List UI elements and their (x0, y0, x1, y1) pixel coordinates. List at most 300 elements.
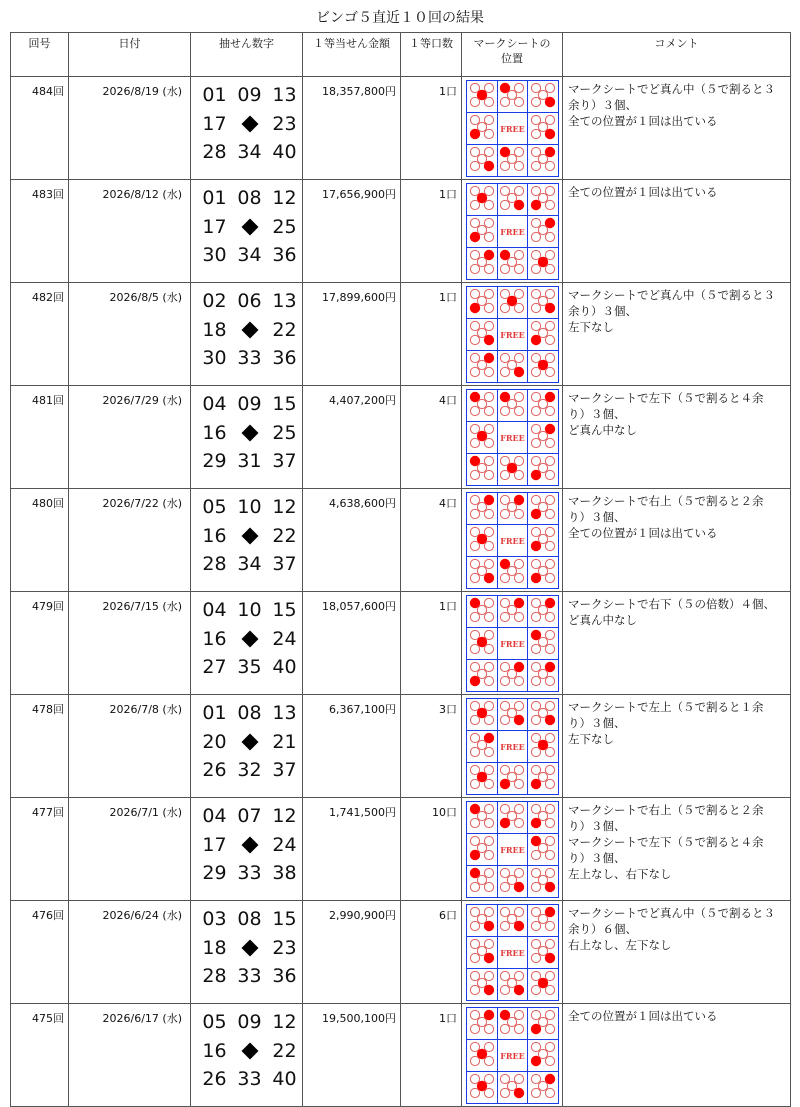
mark-circles-icon (498, 184, 526, 212)
first-prize-count: 1口 (401, 592, 462, 695)
comment (563, 489, 791, 592)
first-prize-amount: 17,656,900円 (303, 180, 401, 283)
comment (563, 283, 791, 386)
sheet-cell (467, 1072, 498, 1104)
drawn-number: 08 (237, 908, 262, 931)
mark-sheet (466, 595, 559, 692)
drawn-number: 33 (237, 347, 262, 370)
comment (563, 695, 791, 798)
mark-circles-icon (468, 81, 496, 109)
sheet-cell (528, 866, 559, 898)
mark-circles-icon (529, 969, 557, 997)
mark-circles-icon (468, 390, 496, 418)
comment-line: 余り）３個、 (568, 304, 637, 318)
sheet-cell (528, 287, 559, 319)
comment-line: 全ての位置が１回は出ている (568, 526, 718, 540)
first-prize-count: 1口 (401, 1004, 462, 1107)
drawn-number: 17 (202, 112, 227, 135)
drawn-number: 40 (272, 1068, 297, 1091)
draw-number: 483回 (11, 180, 69, 283)
mark-circles-icon (498, 969, 526, 997)
mark-circles-icon (529, 1040, 557, 1068)
drawn-number: 30 (202, 347, 227, 370)
sheet-cell (528, 1040, 559, 1072)
draw-number: 480回 (11, 489, 69, 592)
mark-circles-icon (498, 351, 526, 379)
free-label: FREE (500, 845, 525, 855)
free-label: FREE (500, 433, 525, 443)
sheet-cell (467, 1008, 498, 1040)
draw-date: 2026/7/29 (水) (69, 386, 191, 489)
header-position-line1: マークシートの (473, 37, 551, 50)
sheet-cell (467, 287, 498, 319)
drawn-number: 40 (272, 656, 297, 679)
mark-sheet (466, 904, 559, 1001)
drawn-number: 23 (272, 112, 297, 135)
diamond-icon (241, 218, 258, 235)
comment-line: マークシートでど真ん中（５で割ると３ (568, 906, 775, 920)
sheet-cell (528, 390, 559, 422)
first-prize-count: 4口 (401, 386, 462, 489)
winning-numbers (191, 695, 303, 798)
mark-circles-icon (468, 113, 496, 141)
mark-circles-icon (529, 834, 557, 862)
mark-sheet-position (462, 386, 563, 489)
draw-date: 2026/8/19 (水) (69, 77, 191, 180)
mark-circles-icon (529, 699, 557, 727)
drawn-number: 09 (237, 393, 262, 416)
mark-circles-icon (529, 145, 557, 173)
sheet-cell (528, 319, 559, 351)
sheet-cell (497, 248, 528, 280)
comment-line: 余り）３個、 (568, 98, 637, 112)
drawn-number: 06 (237, 290, 262, 313)
sheet-cell (528, 113, 559, 145)
mark-circles-icon (529, 866, 557, 894)
sheet-cell (467, 454, 498, 486)
mark-circles-icon (498, 763, 526, 791)
sheet-cell (528, 834, 559, 866)
mark-sheet (466, 492, 559, 589)
mark-sheet-position (462, 592, 563, 695)
comment-line: 全ての位置が１回は出ている (568, 114, 718, 128)
comment-line: 余り）６個、 (568, 922, 637, 936)
drawn-number: 25 (272, 421, 297, 444)
comment-line: マークシートでど真ん中（５で割ると３ (568, 288, 775, 302)
mark-circles-icon (468, 525, 496, 553)
drawn-number: 22 (272, 524, 297, 547)
free-label: FREE (500, 742, 525, 752)
drawn-number: 10 (237, 496, 262, 519)
sheet-cell (528, 351, 559, 383)
drawn-number: 33 (237, 862, 262, 885)
winning-numbers (191, 386, 303, 489)
comment-line: 右上なし、左下なし (568, 938, 672, 952)
diamond-icon (241, 939, 258, 956)
draw-number: 476回 (11, 901, 69, 1004)
mark-sheet-position (462, 283, 563, 386)
first-prize-amount: 19,500,100円 (303, 1004, 401, 1107)
draw-date: 2026/8/12 (水) (69, 180, 191, 283)
drawn-number: 05 (202, 1011, 227, 1034)
comment-line: り）３個、 (568, 851, 626, 865)
mark-circles-icon (468, 969, 496, 997)
mark-circles-icon (468, 557, 496, 585)
mark-circles-icon (529, 763, 557, 791)
drawn-number: 15 (272, 908, 297, 931)
comment-line: 全ての位置が１回は出ている (568, 1009, 718, 1023)
mark-circles-icon (529, 319, 557, 347)
first-prize-count: 1口 (401, 283, 462, 386)
draw-date: 2026/6/24 (水) (69, 901, 191, 1004)
mark-circles-icon (468, 1008, 496, 1036)
draw-date: 2026/7/15 (水) (69, 592, 191, 695)
drawn-number: 09 (237, 84, 262, 107)
drawn-number: 35 (237, 656, 262, 679)
draw-number: 481回 (11, 386, 69, 489)
drawn-number: 38 (272, 862, 297, 885)
first-prize-count: 4口 (401, 489, 462, 592)
sheet-cell (467, 937, 498, 969)
comment (563, 77, 791, 180)
mark-sheet (466, 801, 559, 898)
sheet-cell (528, 454, 559, 486)
mark-circles-icon (529, 351, 557, 379)
drawn-number: 37 (272, 553, 297, 576)
mark-sheet-position (462, 695, 563, 798)
comment-line: り）３個、 (568, 407, 626, 421)
mark-circles-icon (498, 390, 526, 418)
header-no: 回号 (11, 33, 69, 77)
mark-circles-icon (498, 866, 526, 894)
table-row (11, 1004, 791, 1107)
mark-circles-icon (498, 1008, 526, 1036)
drawn-number: 20 (202, 730, 227, 753)
comment-line: 左下なし (568, 732, 614, 746)
sheet-cell (467, 628, 498, 660)
first-prize-amount: 17,899,600円 (303, 283, 401, 386)
winning-numbers (191, 180, 303, 283)
drawn-number: 36 (272, 347, 297, 370)
mark-circles-icon (498, 699, 526, 727)
mark-sheet-position (462, 77, 563, 180)
sheet-cell (528, 1008, 559, 1040)
comment-line: マークシートで右上（５で割ると２余 (568, 803, 764, 817)
drawn-number: 27 (202, 656, 227, 679)
drawn-number: 04 (202, 599, 227, 622)
mark-sheet (466, 183, 559, 280)
sheet-cell (467, 866, 498, 898)
drawn-number: 37 (272, 450, 297, 473)
sheet-cell (497, 351, 528, 383)
table-row (11, 695, 791, 798)
sheet-cell (497, 969, 528, 1001)
mark-circles-icon (529, 905, 557, 933)
mark-sheet (466, 1007, 559, 1104)
draw-number: 477回 (11, 798, 69, 901)
comment (563, 592, 791, 695)
sheet-cell (467, 802, 498, 834)
free-label: FREE (500, 124, 525, 134)
drawn-number: 17 (202, 833, 227, 856)
header-date: 日付 (69, 33, 191, 77)
drawn-number: 22 (272, 318, 297, 341)
diamond-icon (241, 733, 258, 750)
sheet-cell (497, 184, 528, 216)
comment-line: マークシートで右下（５の倍数）４個、 (568, 597, 775, 611)
free-label: FREE (500, 1051, 525, 1061)
sheet-cell (467, 113, 498, 145)
drawn-number: 16 (202, 627, 227, 650)
sheet-cell (528, 699, 559, 731)
drawn-number: 15 (272, 599, 297, 622)
header-position (462, 33, 563, 77)
mark-circles-icon (529, 802, 557, 830)
comment-line: り）３個、 (568, 510, 626, 524)
comment (563, 901, 791, 1004)
sheet-free-cell (497, 113, 528, 145)
drawn-number: 24 (272, 833, 297, 856)
header-count: １等口数 (401, 33, 462, 77)
sheet-cell (528, 596, 559, 628)
sheet-cell (467, 248, 498, 280)
sheet-cell (528, 145, 559, 177)
drawn-number: 34 (237, 553, 262, 576)
mark-circles-icon (529, 422, 557, 450)
drawn-number: 29 (202, 862, 227, 885)
first-prize-amount: 2,990,900円 (303, 901, 401, 1004)
sheet-cell (467, 905, 498, 937)
sheet-cell (467, 1040, 498, 1072)
table-row (11, 283, 791, 386)
mark-sheet-position (462, 180, 563, 283)
winning-numbers (191, 283, 303, 386)
comment-line: 左下なし (568, 320, 614, 334)
comment-line: 全ての位置が１回は出ている (568, 185, 718, 199)
mark-circles-icon (529, 184, 557, 212)
header-prize: １等当せん金額 (303, 33, 401, 77)
first-prize-count: 1口 (401, 180, 462, 283)
sheet-cell (497, 1072, 528, 1104)
diamond-icon (241, 115, 258, 132)
comment (563, 386, 791, 489)
mark-circles-icon (468, 319, 496, 347)
mark-circles-icon (498, 248, 526, 276)
table-row (11, 901, 791, 1004)
sheet-cell (497, 145, 528, 177)
first-prize-amount: 6,367,100円 (303, 695, 401, 798)
sheet-cell (497, 802, 528, 834)
mark-circles-icon (529, 216, 557, 244)
drawn-number: 36 (272, 965, 297, 988)
sheet-free-cell (497, 319, 528, 351)
drawn-number: 12 (272, 496, 297, 519)
drawn-number: 33 (237, 965, 262, 988)
sheet-cell (528, 802, 559, 834)
sheet-free-cell (497, 1040, 528, 1072)
draw-number: 478回 (11, 695, 69, 798)
sheet-cell (528, 184, 559, 216)
sheet-cell (528, 493, 559, 525)
mark-circles-icon (529, 937, 557, 965)
free-label: FREE (500, 330, 525, 340)
mark-sheet-position (462, 798, 563, 901)
drawn-number: 18 (202, 318, 227, 341)
winning-numbers (191, 901, 303, 1004)
diamond-icon (241, 321, 258, 338)
draw-date: 2026/7/22 (水) (69, 489, 191, 592)
comment-line: り）３個、 (568, 819, 626, 833)
sheet-cell (467, 660, 498, 692)
sheet-cell (467, 557, 498, 589)
sheet-cell (497, 557, 528, 589)
drawn-number: 25 (272, 215, 297, 238)
sheet-cell (467, 731, 498, 763)
mark-circles-icon (468, 184, 496, 212)
drawn-number: 34 (237, 141, 262, 164)
mark-circles-icon (468, 493, 496, 521)
drawn-number: 15 (272, 393, 297, 416)
drawn-number: 26 (202, 759, 227, 782)
first-prize-count: 3口 (401, 695, 462, 798)
mark-circles-icon (468, 596, 496, 624)
mark-circles-icon (529, 596, 557, 624)
sheet-cell (497, 1008, 528, 1040)
header-row (11, 33, 791, 77)
winning-numbers (191, 1004, 303, 1107)
winning-numbers (191, 798, 303, 901)
sheet-cell (467, 390, 498, 422)
sheet-cell (528, 216, 559, 248)
mark-circles-icon (498, 493, 526, 521)
sheet-cell (467, 319, 498, 351)
diamond-icon (241, 527, 258, 544)
sheet-free-cell (497, 834, 528, 866)
table-row (11, 592, 791, 695)
diamond-icon (241, 424, 258, 441)
mark-circles-icon (468, 287, 496, 315)
mark-circles-icon (498, 802, 526, 830)
mark-circles-icon (529, 1008, 557, 1036)
mark-circles-icon (498, 287, 526, 315)
mark-circles-icon (498, 454, 526, 482)
drawn-number: 04 (202, 805, 227, 828)
comment-line: 左上なし、右下なし (568, 867, 672, 881)
sheet-cell (497, 763, 528, 795)
drawn-number: 13 (272, 290, 297, 313)
drawn-number: 34 (237, 244, 262, 267)
comment-line: ど真ん中なし (568, 613, 637, 627)
sheet-free-cell (497, 216, 528, 248)
drawn-number: 16 (202, 421, 227, 444)
mark-circles-icon (498, 81, 526, 109)
sheet-cell (467, 596, 498, 628)
sheet-cell (467, 184, 498, 216)
mark-sheet-position (462, 489, 563, 592)
mark-circles-icon (468, 248, 496, 276)
drawn-number: 12 (272, 187, 297, 210)
mark-sheet (466, 698, 559, 795)
first-prize-amount: 4,638,600円 (303, 489, 401, 592)
comment-line: マークシートで左下（５で割ると４余 (568, 835, 764, 849)
drawn-number: 01 (202, 187, 227, 210)
sheet-cell (528, 1072, 559, 1104)
free-label: FREE (500, 948, 525, 958)
header-position-line2: 位置 (501, 52, 523, 65)
sheet-cell (528, 422, 559, 454)
mark-circles-icon (529, 390, 557, 418)
winning-numbers (191, 489, 303, 592)
sheet-free-cell (497, 525, 528, 557)
mark-circles-icon (468, 145, 496, 173)
mark-sheet-position (462, 901, 563, 1004)
first-prize-amount: 4,407,200円 (303, 386, 401, 489)
comment-line: マークシートで左下（５で割ると４余 (568, 391, 764, 405)
mark-circles-icon (529, 113, 557, 141)
comment-line: マークシートで左上（５で割ると１余 (568, 700, 764, 714)
mark-circles-icon (468, 763, 496, 791)
sheet-cell (467, 81, 498, 113)
drawn-number: 08 (237, 702, 262, 725)
drawn-number: 10 (237, 599, 262, 622)
mark-circles-icon (468, 802, 496, 830)
sheet-cell (528, 81, 559, 113)
sheet-cell (467, 699, 498, 731)
drawn-number: 01 (202, 84, 227, 107)
drawn-number: 32 (237, 759, 262, 782)
drawn-number: 09 (237, 1011, 262, 1034)
sheet-cell (467, 525, 498, 557)
draw-date: 2026/7/1 (水) (69, 798, 191, 901)
mark-sheet (466, 389, 559, 486)
mark-circles-icon (529, 557, 557, 585)
mark-circles-icon (468, 937, 496, 965)
drawn-number: 13 (272, 702, 297, 725)
mark-circles-icon (468, 834, 496, 862)
sheet-cell (497, 287, 528, 319)
sheet-cell (528, 969, 559, 1001)
drawn-number: 28 (202, 141, 227, 164)
drawn-number: 12 (272, 1011, 297, 1034)
sheet-cell (467, 763, 498, 795)
drawn-number: 24 (272, 627, 297, 650)
mark-circles-icon (468, 660, 496, 688)
mark-circles-icon (468, 454, 496, 482)
mark-circles-icon (468, 905, 496, 933)
sheet-cell (467, 969, 498, 1001)
drawn-number: 01 (202, 702, 227, 725)
drawn-number: 12 (272, 805, 297, 828)
sheet-cell (528, 937, 559, 969)
sheet-cell (467, 834, 498, 866)
comment (563, 180, 791, 283)
page-title: ビンゴ５直近１０回の結果 (316, 10, 484, 26)
table-row (11, 798, 791, 901)
header-numbers: 抽せん数字 (191, 33, 303, 77)
mark-sheet (466, 286, 559, 383)
drawn-number: 36 (272, 244, 297, 267)
sheet-cell (528, 557, 559, 589)
draw-date: 2026/6/17 (水) (69, 1004, 191, 1107)
draw-number: 479回 (11, 592, 69, 695)
mark-circles-icon (468, 699, 496, 727)
mark-circles-icon (468, 731, 496, 759)
mark-circles-icon (468, 1072, 496, 1100)
sheet-cell (497, 699, 528, 731)
free-label: FREE (500, 536, 525, 546)
sheet-cell (528, 905, 559, 937)
sheet-cell (528, 628, 559, 660)
